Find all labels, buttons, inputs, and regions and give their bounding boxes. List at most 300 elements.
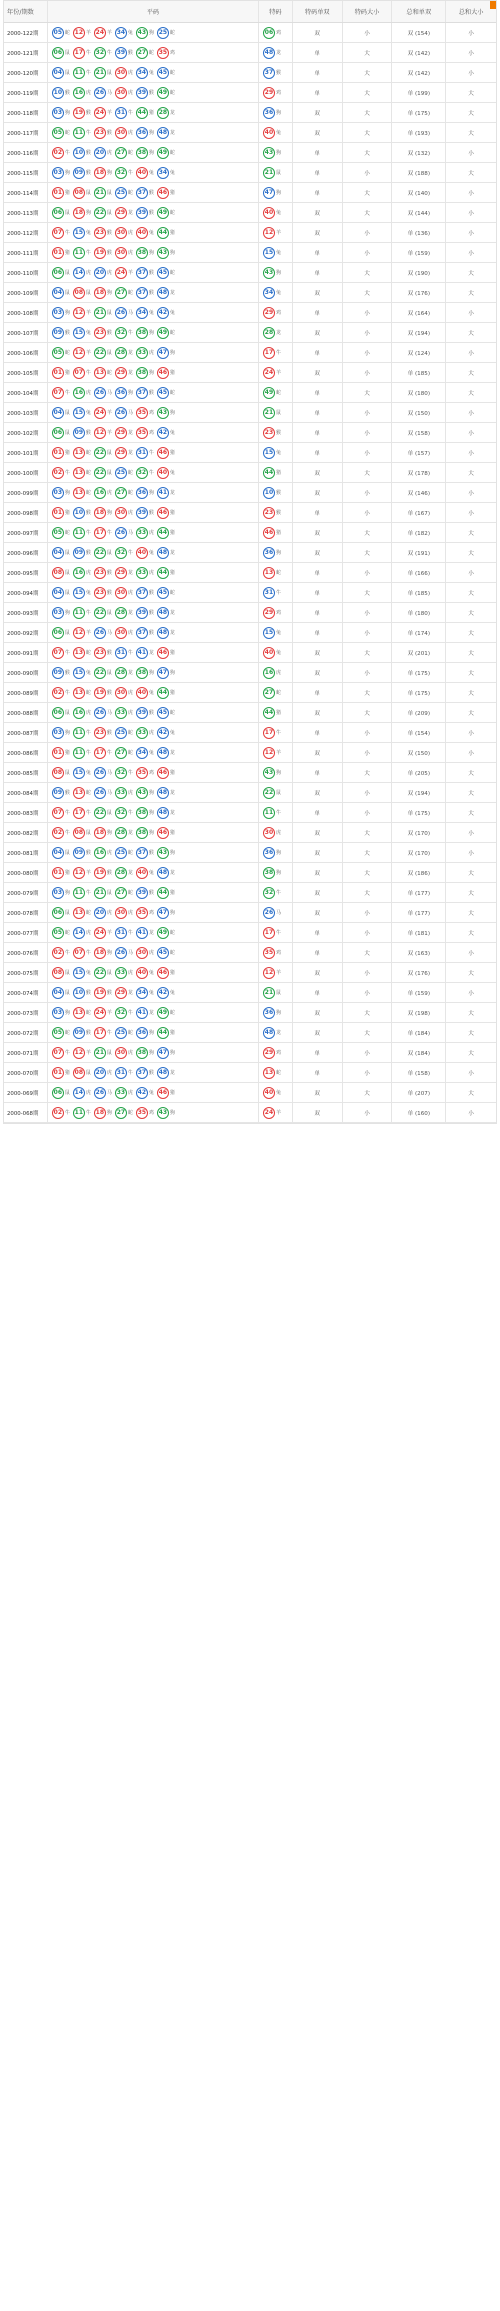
total-size-cell (446, 603, 496, 622)
total-size-cell (446, 563, 496, 582)
number-ball: 46 (157, 767, 169, 779)
number-ball: 32 (115, 767, 127, 779)
number-ball: 33 (115, 707, 127, 719)
flat-numbers-cell (48, 1023, 259, 1042)
flat-numbers-cell (48, 463, 259, 482)
number-ball-group (157, 687, 175, 699)
number-ball: 28 (115, 347, 127, 359)
number-ball: 42 (157, 727, 169, 739)
special-odd-even-cell (293, 883, 343, 902)
number-ball: 04 (52, 287, 64, 299)
number-ball-group (73, 267, 91, 279)
number-ball: 12 (73, 867, 85, 879)
number-ball-group (115, 887, 133, 899)
zodiac-label: 羊 (85, 870, 91, 876)
special-ball: 40 (263, 127, 275, 139)
special-odd-even-cell (293, 443, 343, 462)
special-ball-group (263, 27, 281, 39)
zodiac-label: 蛇 (85, 910, 91, 916)
table-row (4, 763, 496, 783)
zodiac-label: 蛇 (169, 390, 175, 396)
flat-numbers-cell (48, 83, 259, 102)
special-ball-group (263, 167, 281, 179)
zodiac-label: 猪 (169, 1030, 175, 1036)
zodiac-label: 猴 (64, 330, 70, 336)
number-ball-group (73, 767, 91, 779)
number-ball-group (94, 567, 112, 579)
zodiac-label: 鼠 (64, 270, 70, 276)
special-ball-group (263, 687, 281, 699)
zodiac-label: 牛 (106, 750, 112, 756)
total-size-cell (446, 783, 496, 802)
issue-cell: 2000-108期 (4, 303, 48, 322)
zodiac-label: 兔 (148, 550, 154, 556)
number-ball-group (52, 667, 70, 679)
number-ball-group (73, 387, 91, 399)
flat-numbers-cell (48, 283, 259, 302)
zodiac-label: 猪 (169, 650, 175, 656)
number-ball-group (115, 707, 133, 719)
number-ball-group (94, 747, 112, 759)
number-ball: 46 (157, 827, 169, 839)
special-ball-group (263, 327, 281, 339)
zodiac-label: 牛 (127, 810, 133, 816)
zodiac-label: 蛇 (127, 890, 133, 896)
special-odd-even-cell (293, 103, 343, 122)
number-ball: 39 (136, 607, 148, 619)
flat-numbers-cell (48, 523, 259, 542)
special-odd-even-cell (293, 643, 343, 662)
zodiac-label: 鼠 (85, 290, 91, 296)
special-size-cell (343, 743, 393, 762)
zodiac-label: 虎 (127, 1050, 133, 1056)
number-ball-group (136, 167, 154, 179)
number-ball-group (73, 647, 91, 659)
number-ball: 01 (52, 1067, 64, 1079)
total-odd-even-cell (392, 123, 446, 142)
total-size-value: 小 (468, 450, 474, 457)
special-ball-group (263, 1087, 281, 1099)
total-size-cell (446, 1083, 496, 1102)
number-ball-group (136, 927, 154, 939)
flat-numbers-cell (48, 223, 259, 242)
special-odd-even-cell (293, 83, 343, 102)
number-ball: 34 (157, 167, 169, 179)
number-ball-group (73, 1067, 91, 1079)
number-ball: 23 (94, 587, 106, 599)
special-zodiac-label: 蛇 (275, 390, 281, 396)
special-number-cell (259, 763, 293, 782)
total-size-value: 大 (468, 870, 474, 877)
number-ball: 36 (136, 127, 148, 139)
table-row (4, 723, 496, 743)
zodiac-label: 猴 (148, 1070, 154, 1076)
special-zodiac-label: 猪 (275, 530, 281, 536)
special-ball-group (263, 67, 281, 79)
issue-cell: 2000-093期 (4, 603, 48, 622)
number-ball-group (94, 827, 112, 839)
number-ball: 13 (73, 907, 85, 919)
special-number-cell (259, 263, 293, 282)
number-ball: 13 (73, 787, 85, 799)
number-ball-group (94, 227, 112, 239)
number-ball-group (115, 427, 133, 439)
total-odd-even-value: 单 (167) (407, 510, 431, 517)
total-size-value: 大 (468, 1050, 474, 1057)
zodiac-label: 牛 (127, 930, 133, 936)
special-odd-even-value: 单 (314, 630, 321, 637)
special-zodiac-label: 虎 (275, 830, 281, 836)
special-ball-group (263, 667, 281, 679)
number-ball-group (136, 187, 154, 199)
special-size-cell (343, 923, 393, 942)
flat-numbers-cell (48, 743, 259, 762)
table-row (4, 43, 496, 63)
number-ball-group (136, 707, 154, 719)
number-ball-group (115, 547, 133, 559)
total-size-cell (446, 763, 496, 782)
special-ball: 40 (263, 647, 275, 659)
number-ball-group (73, 1007, 91, 1019)
special-odd-even-cell (293, 303, 343, 322)
number-ball: 31 (115, 927, 127, 939)
number-ball-group (73, 287, 91, 299)
number-ball: 13 (94, 367, 106, 379)
number-ball-group (136, 947, 154, 959)
total-odd-even-value: 单 (175) (407, 670, 431, 677)
number-ball-group (136, 767, 154, 779)
flat-numbers-cell (48, 583, 259, 602)
special-number-cell (259, 903, 293, 922)
special-ball-group (263, 207, 281, 219)
number-ball-group (115, 787, 133, 799)
number-ball-group (94, 847, 112, 859)
special-size-value: 小 (364, 910, 370, 917)
special-zodiac-label: 猴 (275, 430, 281, 436)
special-size-value: 大 (364, 590, 370, 597)
zodiac-label: 虎 (106, 850, 112, 856)
number-ball-group (115, 527, 133, 539)
zodiac-label: 虎 (127, 710, 133, 716)
number-ball: 22 (94, 547, 106, 559)
special-number-cell (259, 43, 293, 62)
zodiac-label: 虎 (85, 1090, 91, 1096)
special-odd-even-cell (293, 763, 343, 782)
number-ball: 27 (115, 887, 127, 899)
number-ball-group (52, 207, 70, 219)
total-size-value: 大 (468, 970, 474, 977)
zodiac-label: 马 (106, 630, 112, 636)
total-odd-even-cell (392, 863, 446, 882)
total-odd-even-value: 双 (132) (407, 150, 431, 157)
number-ball-group (157, 927, 175, 939)
issue-cell: 2000-073期 (4, 1003, 48, 1022)
header-special-odd-even[interactable]: 特码单双 (293, 1, 343, 22)
special-size-cell (343, 343, 393, 362)
number-ball: 10 (73, 987, 85, 999)
special-ball-group (263, 607, 281, 619)
number-ball-group (94, 587, 112, 599)
number-ball: 40 (136, 227, 148, 239)
total-size-value: 大 (468, 470, 474, 477)
special-odd-even-cell (293, 623, 343, 642)
number-ball: 43 (136, 787, 148, 799)
scroll-indicator[interactable] (490, 1, 496, 9)
header-total-size[interactable]: 总和大小 (458, 9, 484, 16)
number-ball: 21 (94, 67, 106, 79)
number-ball: 40 (136, 687, 148, 699)
special-size-value: 小 (364, 490, 370, 497)
number-ball-group (157, 87, 175, 99)
special-odd-even-cell (293, 543, 343, 562)
zodiac-label: 龙 (169, 490, 175, 496)
zodiac-label: 蛇 (169, 950, 175, 956)
number-ball: 11 (73, 127, 85, 139)
zodiac-label: 鼠 (64, 770, 70, 776)
number-ball: 45 (157, 387, 169, 399)
number-ball-group (73, 227, 91, 239)
number-ball-group (73, 407, 91, 419)
zodiac-label: 狗 (106, 830, 112, 836)
zodiac-label: 鼠 (64, 50, 70, 56)
zodiac-label: 蛇 (85, 470, 91, 476)
number-ball-group (94, 607, 112, 619)
number-ball-group (136, 467, 154, 479)
total-odd-even-cell (392, 163, 446, 182)
zodiac-label: 蛇 (127, 150, 133, 156)
zodiac-label: 猴 (85, 430, 91, 436)
number-ball: 35 (136, 427, 148, 439)
special-ball: 35 (263, 947, 275, 959)
number-ball: 36 (136, 1027, 148, 1039)
issue-cell: 2000-109期 (4, 283, 48, 302)
zodiac-label: 龙 (127, 670, 133, 676)
special-odd-even-value: 双 (314, 890, 321, 897)
number-ball-group (94, 107, 112, 119)
special-size-value: 小 (364, 790, 370, 797)
number-ball: 26 (115, 407, 127, 419)
issue-cell: 2000-085期 (4, 763, 48, 782)
special-size-cell (343, 1043, 393, 1062)
flat-numbers-cell (48, 883, 259, 902)
total-size-cell (446, 723, 496, 742)
number-ball-group (73, 967, 91, 979)
number-ball: 16 (73, 567, 85, 579)
total-odd-even-cell (392, 343, 446, 362)
number-ball-group (115, 1027, 133, 1039)
special-size-cell (343, 803, 393, 822)
number-ball: 14 (73, 1087, 85, 1099)
total-odd-even-cell (392, 763, 446, 782)
header-special-size[interactable]: 特码大小 (343, 1, 393, 22)
special-size-cell (343, 663, 393, 682)
zodiac-label: 猪 (169, 970, 175, 976)
number-ball-group (157, 467, 175, 479)
zodiac-label: 猪 (169, 830, 175, 836)
number-ball: 27 (115, 1107, 127, 1119)
special-zodiac-label: 猴 (275, 510, 281, 516)
number-ball-group (157, 447, 175, 459)
number-ball-group (94, 347, 112, 359)
total-odd-even-cell (392, 543, 446, 562)
number-ball-group (73, 67, 91, 79)
number-ball: 13 (73, 467, 85, 479)
number-ball: 43 (157, 407, 169, 419)
number-ball: 24 (115, 267, 127, 279)
number-ball: 15 (73, 407, 85, 419)
table-row (4, 203, 496, 223)
number-ball: 14 (73, 267, 85, 279)
zodiac-label: 龙 (169, 550, 175, 556)
total-size-value: 大 (468, 630, 474, 637)
number-ball-group (157, 127, 175, 139)
special-ball: 23 (263, 507, 275, 519)
flat-numbers-cell (48, 263, 259, 282)
special-zodiac-label: 鼠 (275, 790, 281, 796)
issue-cell: 2000-110期 (4, 263, 48, 282)
total-size-value: 大 (468, 290, 474, 297)
special-ball: 16 (263, 667, 275, 679)
number-ball: 03 (52, 607, 64, 619)
special-number-cell (259, 1003, 293, 1022)
zodiac-label: 兔 (148, 690, 154, 696)
special-number-cell (259, 163, 293, 182)
special-number-cell (259, 523, 293, 542)
zodiac-label: 蛇 (169, 30, 175, 36)
number-ball: 23 (94, 647, 106, 659)
number-ball: 11 (73, 67, 85, 79)
special-zodiac-label: 蛇 (275, 690, 281, 696)
total-size-cell (446, 1063, 496, 1082)
total-odd-even-cell (392, 403, 446, 422)
special-number-cell (259, 923, 293, 942)
zodiac-label: 猪 (169, 370, 175, 376)
total-odd-even-cell (392, 923, 446, 942)
zodiac-label: 牛 (64, 470, 70, 476)
total-size-value: 大 (468, 910, 474, 917)
number-ball-group (157, 227, 175, 239)
number-ball-group (115, 187, 133, 199)
number-ball: 34 (136, 307, 148, 319)
flat-numbers-cell (48, 383, 259, 402)
number-ball: 42 (157, 307, 169, 319)
header-special[interactable]: 特码 (259, 1, 293, 22)
zodiac-label: 羊 (106, 110, 112, 116)
total-size-value: 大 (468, 1090, 474, 1097)
zodiac-label: 猪 (169, 570, 175, 576)
number-ball-group (52, 887, 70, 899)
zodiac-label: 蛇 (85, 790, 91, 796)
special-odd-even-value: 双 (314, 1110, 321, 1117)
special-zodiac-label: 鸡 (275, 30, 281, 36)
zodiac-label: 猴 (106, 570, 112, 576)
special-ball-group (263, 267, 281, 279)
table-row (4, 123, 496, 143)
flat-numbers-cell (48, 703, 259, 722)
table-row (4, 423, 496, 443)
special-size-value: 小 (364, 510, 370, 517)
special-ball-group (263, 867, 281, 879)
zodiac-label: 蛇 (127, 190, 133, 196)
total-size-cell (446, 383, 496, 402)
issue-cell: 2000-069期 (4, 1083, 48, 1102)
special-size-value: 小 (364, 930, 370, 937)
flat-numbers-cell (48, 163, 259, 182)
number-ball: 29 (115, 447, 127, 459)
special-zodiac-label: 猪 (275, 470, 281, 476)
number-ball: 29 (115, 987, 127, 999)
special-size-value: 大 (364, 550, 370, 557)
flat-numbers-cell (48, 783, 259, 802)
issue-cell: 2000-097期 (4, 523, 48, 542)
special-odd-even-value: 单 (314, 50, 321, 57)
zodiac-label: 猴 (106, 250, 112, 256)
number-ball: 03 (52, 727, 64, 739)
number-ball: 47 (157, 1047, 169, 1059)
issue-cell: 2000-122期 (4, 23, 48, 42)
zodiac-label: 蛇 (169, 710, 175, 716)
total-size-value: 小 (468, 190, 474, 197)
issue-cell: 2000-118期 (4, 103, 48, 122)
number-ball-group (115, 687, 133, 699)
special-odd-even-value: 单 (314, 730, 321, 737)
results-table (3, 0, 497, 1124)
zodiac-label: 龙 (127, 430, 133, 436)
total-odd-even-cell (392, 83, 446, 102)
number-ball-group (157, 607, 175, 619)
table-row (4, 543, 496, 563)
special-zodiac-label: 牛 (275, 350, 281, 356)
total-size-value: 小 (468, 750, 474, 757)
number-ball-group (52, 987, 70, 999)
zodiac-label: 虎 (127, 690, 133, 696)
special-ball-group (263, 527, 281, 539)
number-ball: 13 (73, 447, 85, 459)
issue-cell: 2000-111期 (4, 243, 48, 262)
total-odd-even-cell (392, 1003, 446, 1022)
number-ball-group (94, 167, 112, 179)
zodiac-label: 虎 (127, 910, 133, 916)
special-odd-even-cell (293, 223, 343, 242)
special-odd-even-cell (293, 723, 343, 742)
special-size-cell (343, 603, 393, 622)
zodiac-label: 狗 (148, 1030, 154, 1036)
special-number-cell (259, 143, 293, 162)
number-ball-group (73, 707, 91, 719)
header-issue[interactable]: 年份/期数 (4, 1, 48, 22)
number-ball: 05 (52, 27, 64, 39)
number-ball: 35 (136, 907, 148, 919)
number-ball-group (115, 947, 133, 959)
header-total-odd-even[interactable]: 总和单双 (392, 1, 446, 22)
special-ball-group (263, 447, 281, 459)
header-flat[interactable]: 平码 (48, 1, 259, 22)
number-ball-group (115, 627, 133, 639)
special-size-value: 小 (364, 990, 370, 997)
special-size-cell (343, 223, 393, 242)
special-number-cell (259, 563, 293, 582)
special-ball-group (263, 147, 281, 159)
special-ball-group (263, 587, 281, 599)
total-odd-even-cell (392, 1023, 446, 1042)
special-odd-even-cell (293, 283, 343, 302)
total-size-cell (446, 63, 496, 82)
number-ball: 12 (73, 1047, 85, 1059)
special-ball-group (263, 747, 281, 759)
number-ball-group (52, 187, 70, 199)
special-odd-even-cell (293, 803, 343, 822)
number-ball: 48 (157, 807, 169, 819)
